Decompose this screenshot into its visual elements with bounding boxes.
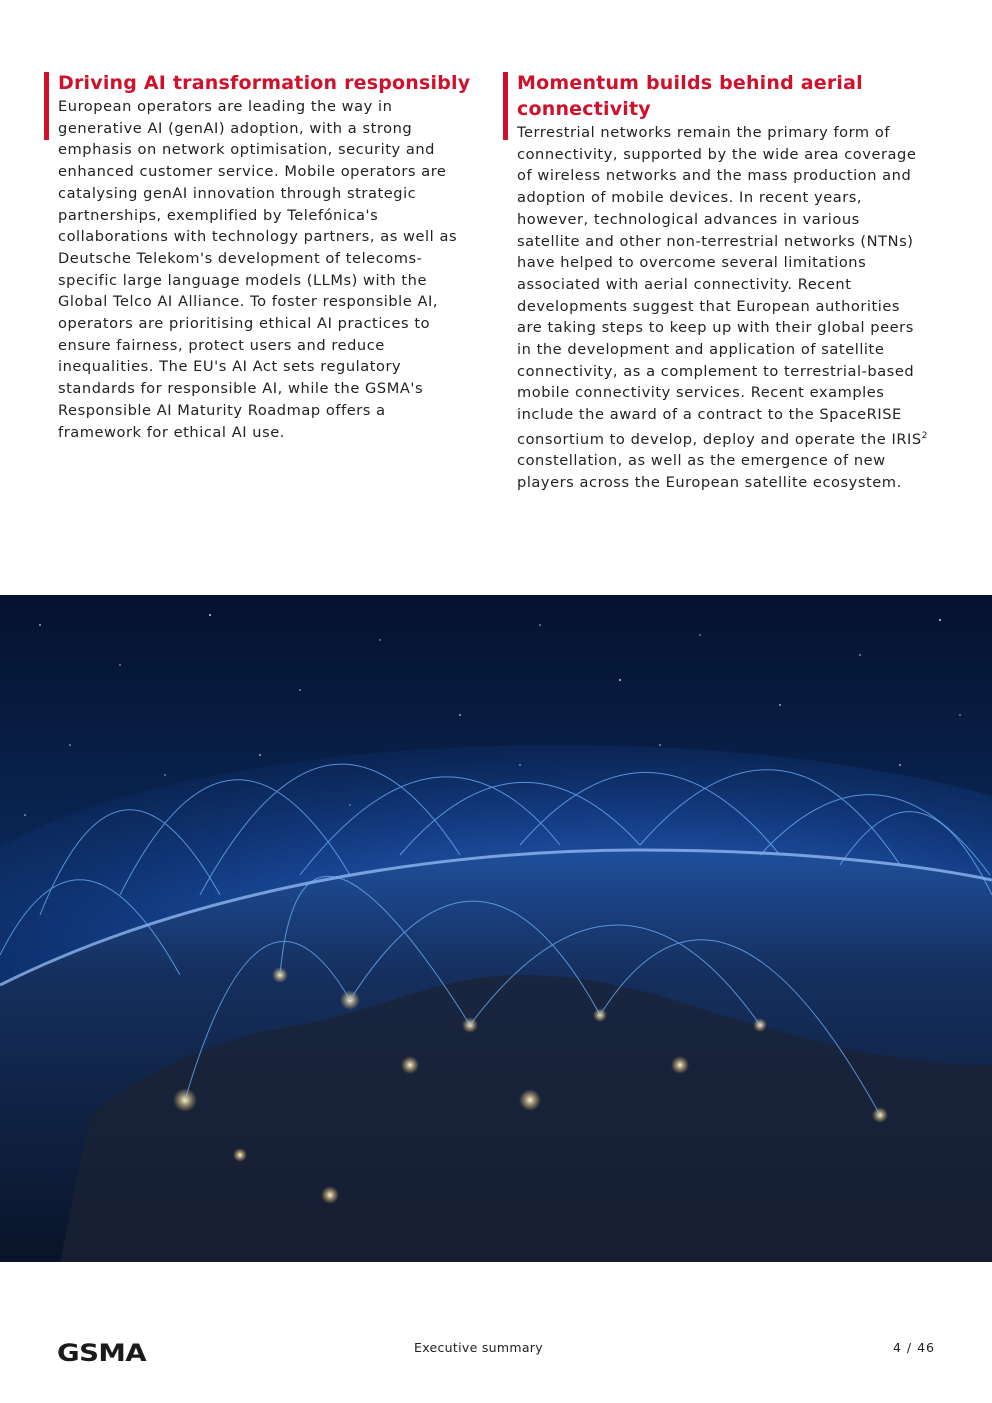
- section-heading-aerial: Momentum builds behind aerial connectivity: [517, 72, 863, 120]
- superscript: 2: [921, 430, 928, 441]
- paragraph-aerial: [503, 122, 928, 494]
- left-column: [44, 70, 474, 443]
- paragraph-aerial-part-2: constellation, as well as the emergence of new players across the European satellite ecosystem.: [517, 452, 902, 492]
- page-number: 4 / 46: [892, 1340, 935, 1355]
- footer-section-label: Executive summary: [414, 1340, 543, 1355]
- earth-network-image: [0, 595, 992, 1262]
- paragraph-ai: European operators are leading the way in generative AI (genAI) adoption, with a strong emphasis on network optimisation, security and enhanced customer service. Mobile operators are catalysing genAI innovation through strategic partnerships, exemplified by Telefónica's collaborations with technology partners, as well as Deutsche Telekom's development of telecoms-specific large language models (LLMs) with the Global Telco AI Alliance. To foster responsible AI, operators are prioritising ethical AI practices to ensure fairness, protect users and reduce inequalities. The EU's AI Act sets regulatory standards for responsible AI, while the GSMA's Responsible AI Maturity Roadmap offers a framework for ethical AI use.: [58, 98, 458, 441]
- right-column: [503, 70, 928, 494]
- paragraph-aerial-part-1: Terrestrial networks remain the primary form of connectivity, supported by the wide area coverage of wireless networks and the mass production and adoption of mobile devices. In recent years, however, technological advances in various satellite and other non-terrestrial networks (NTNs) have helped to overcome several limitations associated with aerial connectivity. Recent developments suggest that European authorities are taking steps to keep up with their global peers in the development and application of satellite connectivity, as a complement to terrestrial-based mobile connectivity services. Recent examples include the award of a contract to the SpaceRISE consortium to develop, deploy and operate the IRIS: [517, 124, 922, 448]
- page-footer: [0, 1337, 992, 1367]
- gsma-logo: GSMA: [57, 1339, 147, 1367]
- section-heading-ai: Driving AI transformation responsibly: [58, 72, 471, 94]
